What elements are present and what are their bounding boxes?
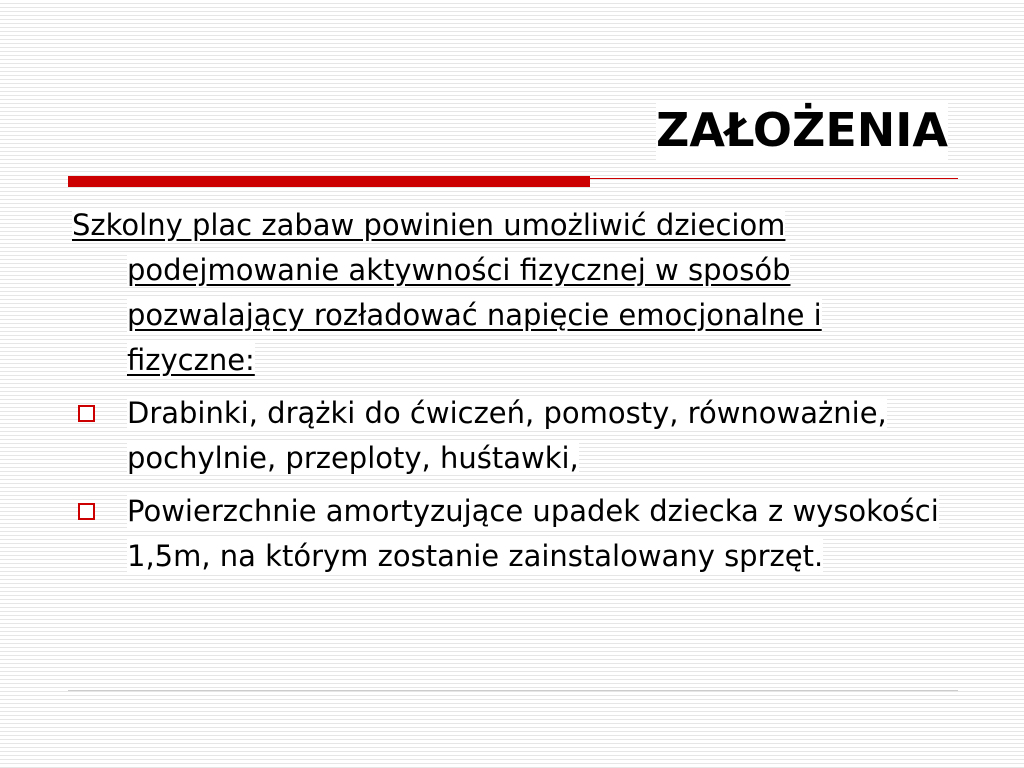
bullet-text: Powierzchnie amortyzujące upadek dziecka z wysokości 1,5m, na którym zostanie zainstalowany sprzęt. [127, 494, 939, 573]
title-underline-accent [68, 176, 590, 187]
intro-paragraph [72, 203, 952, 383]
slide-title: ZAŁOŻENIA [656, 100, 948, 160]
bullet-item [72, 489, 952, 579]
bullet-text: Drabinki, drążki do ćwiczeń, pomosty, równoważnie, pochylnie, przeploty, huśtawki, [127, 396, 887, 475]
intro-text: Szkolny plac zabaw powinien umożliwić dzieciom podejmowanie aktywności fizycznej w sposób pozwalający rozładować napięcie emocjonalne i fizyczne: [72, 208, 822, 377]
hollow-square-bullet-icon [78, 503, 95, 520]
bullet-item [72, 391, 952, 481]
title-underline-thin [590, 178, 958, 179]
bullet-list [72, 391, 952, 579]
bottom-divider [68, 690, 958, 691]
slide-body [72, 203, 952, 587]
hollow-square-bullet-icon [78, 405, 95, 422]
